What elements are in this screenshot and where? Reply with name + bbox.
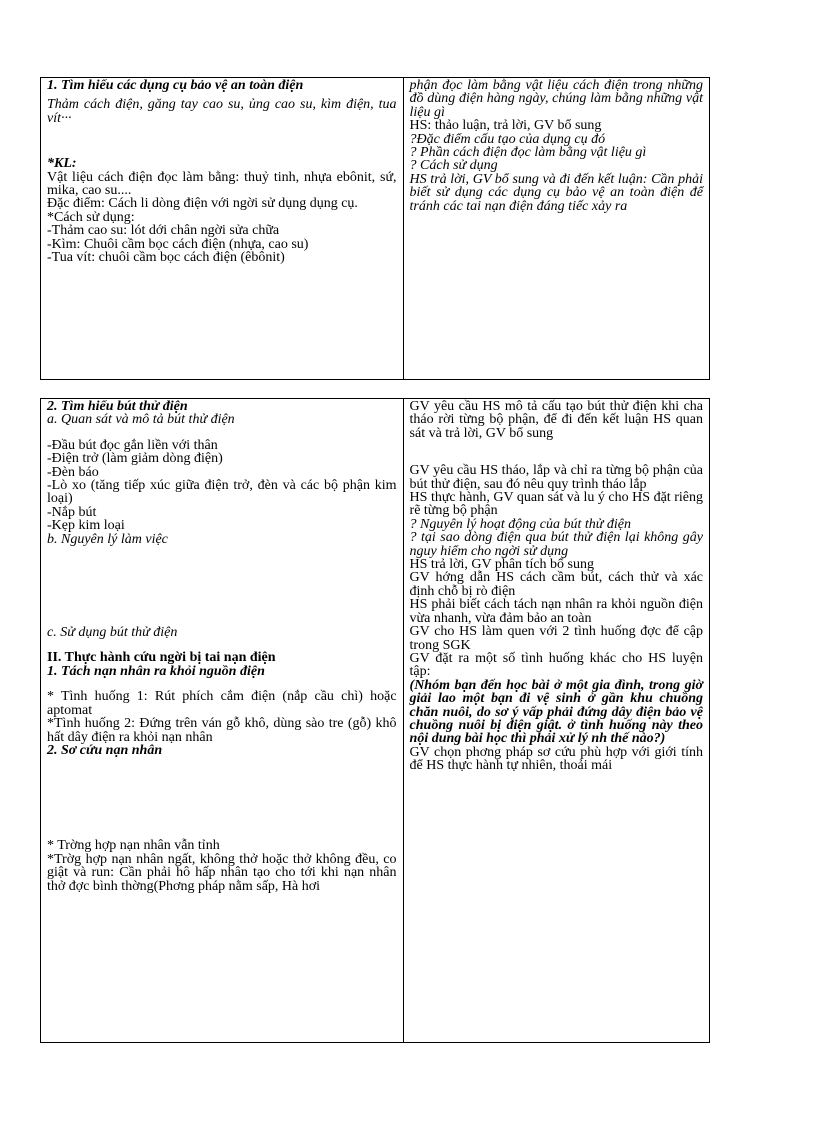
section-heading: II. Thực hành cứu ngời bị tai nạn điện [47,650,276,666]
teacher-activity: GV chọn phơng pháp sơ cứu phù hợp với giới tính để HS thực hành tự nhiên, thoải mái [409,744,703,774]
table-tester-and-first-aid [40,398,710,1043]
table1-left-cell [41,78,404,380]
table1-right-cell [403,78,709,380]
tools-list: Thảm cách điện, găng tay cao su, ủng cao su, kìm điện, tua vít··· [47,97,397,126]
conclusion-line: Đặc điểm: Cách li dòng điện với ngời sử dụng dụng cụ. [47,196,358,212]
table2-right-cell [403,399,709,1043]
part-item: -Lò xo (tăng tiếp xúc giữa điện trở, đèn và các bộ phận kim loại) [47,478,397,507]
teacher-activity: GV yêu cầu HS mô tả cấu tạo bút thử điện khi cha tháo rời từng bộ phận, để đi đến kết luận HS quan sát và trả lời, GV bổ sung [409,399,703,441]
section-heading: 2. Tìm hiểu bút thử điện [47,399,188,414]
conclusion-line: -Tua vít: chuôi cầm bọc cách điện (êbônit) [47,250,285,266]
first-aid-item: *Trờg hợp nạn nhân ngất, không thở hoặc thở không đều, co giật và run: Cần phải hô hấp nhân tạo cho tới khi nạn nhân thở đợc bình thờng(Phơng pháp nằm sấp, Hà hơi [47,851,397,894]
teacher-activity: GV cho HS làm quen với 2 tình huống đợc để cập trong SGK [409,624,703,653]
subheading: c. Sử dụng bút thử điện [47,625,178,641]
case-item: * Tình huống 1: Rút phích cắm điện (nắp cầu chì) hoặc aptomat [47,689,397,718]
conclusion-line: *Cách sử dụng: [47,209,135,225]
part-item: -Đầu bút đọc gắn liền với thân [47,437,218,453]
teacher-question: ? Phần cách điện đọc làm bằng vật liệu gì [409,145,647,161]
teacher-question: ? Cách sử dụng [409,158,498,174]
subheading: 1. Tách nạn nhân ra khỏi nguồn điện [47,663,265,679]
part-item: -Đèn báo [47,464,99,480]
part-item: -Điện trở (làm giảm dòng điện) [47,451,223,467]
conclusion-line: Vật liệu cách điện đọc làm bằng: thuỷ tinh, nhựa ebônit, sứ, mika, cao su.... [47,169,397,199]
first-aid-item: * Trờng hợp nạn nhân vẫn tỉnh [47,838,220,854]
teacher-question: ?Đặc điểm cấu tạo của dụng cụ đó [409,131,606,147]
table2-left-cell [41,399,404,1043]
teacher-conclusion: HS trả lời, GV bổ sung và đi đến kết luận: Cần phải biết sử dụng các dụng cụ bảo vệ an toàn điện để tránh các tai nạn điện đáng tiếc xảy ra [409,171,703,214]
teacher-activity: GV yêu cầu HS tháo, lắp và chỉ ra từng bộ phận của bút thử điện, sau đó nêu quy trình tháo lắp [409,463,703,492]
conclusion-line: -Thảm cao su: lót dới chân ngời sửa chữa [47,223,280,239]
table-safety-tools [40,77,710,380]
part-item: -Kẹp kim loại [47,518,125,534]
student-activity: HS: thảo luận, trả lời, GV bổ sung [409,118,602,134]
part-item: -Nắp bút [47,504,97,520]
subheading: a. Quan sát và mô tả bút thử điện [47,412,235,428]
teacher-question: ? Nguyên lý hoạt động của bút thử điện [409,516,632,532]
practice-scenario: (Nhóm bạn đến học bài ở một gia đình, trong giờ giải lao một bạn đi vệ sinh ở gần khu chuồng chăn nuôi, do sơ ý vấp phải đứng dây điện bảo vệ chuồng nuôi bị điện giật. ở tình huống này theo nội dung bài học thì phải xử lý nh thế nào?) [409,677,703,747]
subheading: 2. Sơ cứu nạn nhân [47,742,163,758]
teacher-activity: GV đặt ra một số tình huống khác cho HS luyện tập: [409,650,703,680]
section-heading: 1. Tìm hiểu các dụng cụ bảo vệ an toàn điện [47,78,304,93]
teacher-question: phận đọc làm bằng vật liệu cách điện trong những đồ dùng điện hàng ngày, chúng làm bằng những vật liệu gì [409,78,703,120]
teacher-question: ? tại sao dòng điện qua bút thử điện lại không gây nguy hiểm cho ngời sử dụng [409,530,703,559]
conclusion-title: *KL: [47,156,77,172]
table-row [41,399,710,1043]
table-row [41,78,710,380]
student-activity: HS trả lời, GV phân tích bổ sung [409,557,594,573]
case-item: *Tình huống 2: Đứng trên ván gỗ khô, dùng sào tre (gỗ) khô hất dây điện ra khỏi nạn nhân [47,716,397,745]
subheading: b. Nguyên lý làm việc [47,531,168,547]
teacher-activity: GV hớng dẫn HS cách cầm bút, cách thử và xác định chỗ bị rò điện [409,570,703,599]
student-activity: HS phải biết cách tách nạn nhân ra khỏi nguồn điện vừa nhanh, vừa đảm bảo an toàn [409,597,703,626]
student-activity: HS thực hành, GV quan sát và lu ý cho HS đặt riêng rẽ từng bộ phận [409,490,703,519]
conclusion-line: -Kìm: Chuôi cầm bọc cách điện (nhựa, cao su) [47,236,309,252]
